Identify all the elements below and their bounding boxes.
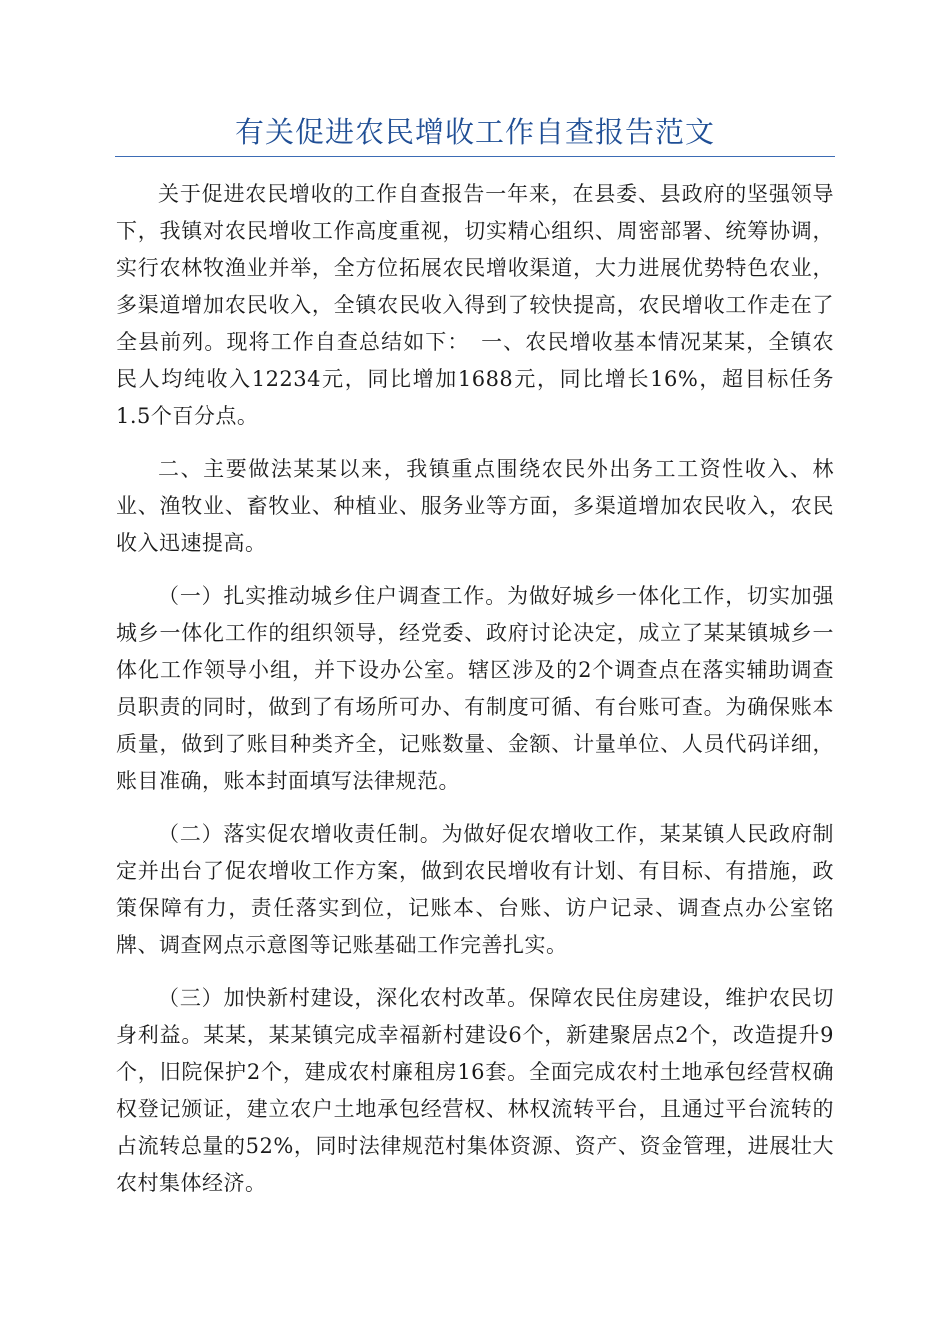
title-underline bbox=[115, 156, 835, 157]
document-body bbox=[116, 176, 834, 1218]
paragraph-intro: 关于促进农民增收的工作自查报告一年来，在县委、县政府的坚强领导下，我镇对农民增收工作高度重视，切实精心组织、周密部署、统筹协调，实行农林牧渔业并举，全方位拓展农民增收渠道，大力进展优势特色农业，多渠道增加农民收入，全镇农民收入得到了较快提高，农民增收工作走在了全县前列。现将工作自查总结如下： 一、农民增收基本情况某某，全镇农民人均纯收入12234元，同比增加1688元，同比增长16%，超目标任务1.5个百分点。 bbox=[116, 182, 834, 428]
paragraph-main-measures: 二、主要做法某某以来，我镇重点围绕农民外出务工工资性收入、林业、渔牧业、畜牧业、种植业、服务业等方面，多渠道增加农民收入，农民收入迅速提高。 bbox=[116, 457, 834, 555]
paragraph-section-3: （三）加快新村建设，深化农村改革。保障农民住房建设，维护农民切身利益。某某，某某镇完成幸福新村建设6个，新建聚居点2个，改造提升9个，旧院保护2个，建成农村廉租房16套。全面完成农村土地承包经营权确权登记颁证，建立农户土地承包经营权、林权流转平台，且通过平台流转的占流转总量的52%，同时法律规范村集体资源、资产、资金管理，进展壮大农村集体经济。 bbox=[116, 986, 834, 1195]
document-title: 有关促进农民增收工作自查报告范文 bbox=[234, 115, 715, 149]
paragraph-section-2: （二）落实促农增收责任制。为做好促农增收工作，某某镇人民政府制定并出台了促农增收工作方案，做到农民增收有计划、有目标、有措施，政策保障有力，责任落实到位，记账本、台账、访户记录、调查点办公室铭牌、调查网点示意图等记账基础工作完善扎实。 bbox=[116, 822, 834, 957]
paragraph-section-1: （一）扎实推动城乡住户调查工作。为做好城乡一体化工作，切实加强城乡一体化工作的组织领导，经党委、政府讨论决定，成立了某某镇城乡一体化工作领导小组，并下设办公室。辖区涉及的2个调查点在落实辅助调查员职责的同时，做到了有场所可办、有制度可循、有台账可查。为确保账本质量，做到了账目种类齐全，记账数量、金额、计量单位、人员代码详细，账目准确，账本封面填写法律规范。 bbox=[116, 584, 834, 793]
